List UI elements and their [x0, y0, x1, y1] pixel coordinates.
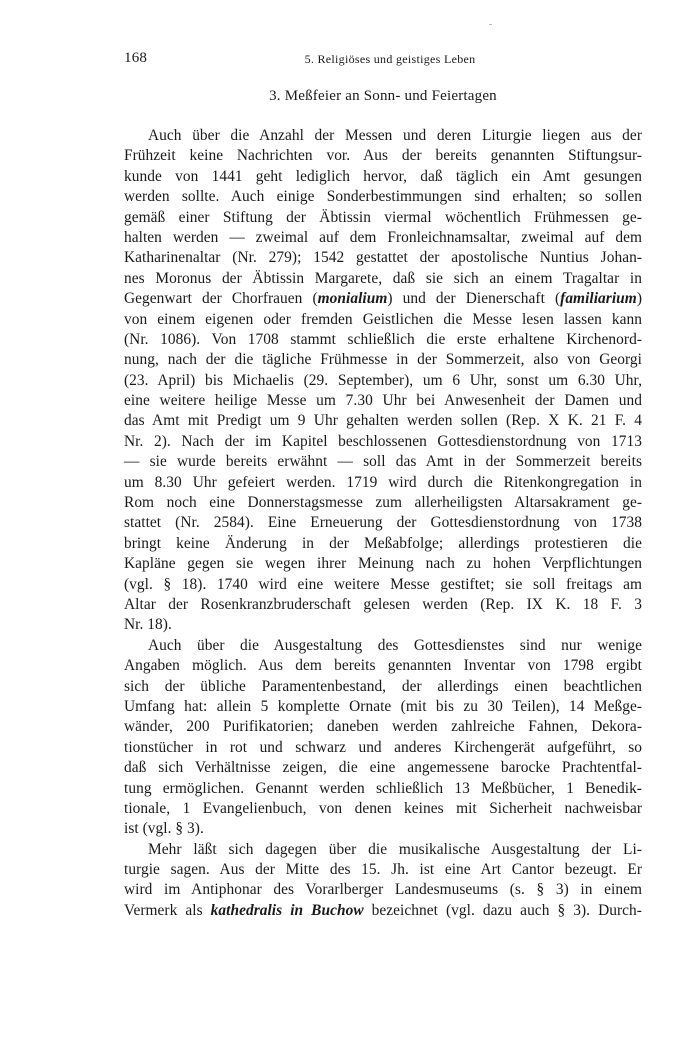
text-segment: (Nr. 1086). Von 1708 stammt schließlich die erste erhaltene Kirchenord-: [124, 330, 642, 348]
text-line: [124, 411, 642, 431]
text-line: [124, 819, 642, 839]
text-line: [124, 758, 642, 778]
text-segment: Auch über die Ausgestaltung des Gottesdienstes sind nur wenige: [148, 636, 642, 654]
text-segment: Katharinenaltar (Nr. 279); 1542 gestattet der apostolische Nuntius Johan-: [124, 249, 642, 267]
text-line: [124, 636, 642, 656]
text-line: [124, 779, 642, 799]
scan-mark: [489, 24, 492, 25]
text-line: [124, 371, 642, 391]
text-line: [124, 452, 642, 472]
running-head: 5. Religiöses und geistiges Leben: [304, 52, 476, 66]
text-line: [124, 187, 642, 207]
text-segment: halten werden — zweimal auf dem Fronleichnamsaltar, zweimal auf dem: [124, 228, 642, 246]
italic-term: familiarium: [560, 290, 637, 308]
text-segment: sich der übliche Paramentenbestand, der allerdings einen beachtlichen: [124, 677, 642, 695]
page-header: [124, 50, 642, 70]
italic-term: kathedralis in Buchow: [210, 901, 364, 919]
text-segment: bringt keine Änderung in der Meßabfolge; allerdings protestieren die: [124, 534, 642, 552]
text-line: [124, 248, 642, 268]
page-number: 168: [124, 50, 148, 66]
text-segment: tionstücher in rot und schwarz und anderes Kirchengerät aufgeführt, so: [124, 738, 642, 756]
text-segment: wird im Antiphonar des Vorarlberger Landesmuseums (s. § 3) in einem: [124, 881, 642, 899]
text-line: [124, 473, 642, 493]
text-segment: Nr. 2). Nach der im Kapitel beschlossenen Gottesdienstordnung von 1713: [124, 432, 642, 450]
text-segment: — sie wurde bereits erwähnt — soll das Amt in der Sommerzeit bereits: [124, 453, 642, 471]
body-text: [124, 126, 642, 921]
text-line: [124, 350, 642, 370]
text-segment: Kapläne gegen sie wegen ihrer Meinung nach zu hohen Verpflichtungen: [124, 555, 642, 573]
text-line: [124, 738, 642, 758]
text-segment: daß sich Verhältnisse zeigen, die eine angemessene barocke Prachtentfal-: [124, 759, 642, 777]
text-segment: turgie sagen. Aus der Mitte des 15. Jh. ist eine Art Cantor bezeugt. Er: [124, 861, 642, 879]
section-title: 3. Meßfeier an Sonn- und Feiertagen: [269, 88, 497, 104]
text-segment: das Amt mit Predigt um 9 Uhr gehalten werden sollen (Rep. X K. 21 F. 4: [124, 412, 642, 430]
text-line: [124, 554, 642, 574]
text-segment: Gegenwart der Chorfrauen (: [124, 290, 318, 308]
text-segment: Umfang hat: allein 5 komplette Ornate (mit bis zu 30 Teilen), 14 Meßge-: [124, 697, 642, 715]
text-segment: wänder, 200 Purifikatorien; daneben werden zahlreiche Fahnen, Dekora-: [124, 718, 642, 736]
text-segment: tung ermöglichen. Genannt werden schließlich 13 Meßbücher, 1 Benedik-: [124, 779, 642, 797]
text-line: [124, 167, 642, 187]
text-line: [124, 330, 642, 350]
text-segment: ) und der Dienerschaft (: [387, 290, 561, 308]
text-segment: eine weitere heilige Messe um 7.30 Uhr bei Anwesenheit der Damen und: [124, 392, 642, 410]
text-line: [124, 208, 642, 228]
text-segment: werden sollte. Auch einige Sonderbestimmungen sind erhalten; so sollen: [124, 188, 642, 206]
text-line: [124, 513, 642, 533]
text-line: [124, 432, 642, 452]
text-line: [124, 901, 642, 921]
text-segment: Rom noch eine Donnerstagsmesse zum allerheiligsten Altarsakrament ge-: [124, 494, 642, 512]
text-segment: Mehr läßt sich dagegen über die musikalische Ausgestaltung der Li-: [148, 840, 642, 858]
text-line: [124, 717, 642, 737]
text-line: [124, 493, 642, 513]
text-line: [124, 840, 642, 860]
text-segment: nung, nach der die tägliche Frühmesse in der Sommerzeit, also von Georgi: [124, 351, 642, 369]
text-segment: Altar der Rosenkranzbruderschaft gelesen werden (Rep. IX K. 18 F. 3: [124, 595, 642, 613]
text-segment: um 8.30 Uhr gefeiert werden. 1719 wird durch die Ritenkongregation in: [124, 473, 642, 491]
text-segment: gemäß einer Stiftung der Äbtissin viermal wöchentlich Frühmessen ge-: [124, 208, 642, 226]
text-segment: stattet (Nr. 2584). Eine Erneuerung der Gottesdienstordnung von 1738: [124, 514, 642, 532]
text-line: [124, 146, 642, 166]
text-line: [124, 860, 642, 880]
text-line: [124, 126, 642, 146]
text-line: [124, 534, 642, 554]
text-line: [124, 228, 642, 248]
text-segment: (23. April) bis Michaelis (29. September), um 6 Uhr, sonst um 6.30 Uhr,: [124, 371, 642, 389]
text-segment: Nr. 18).: [124, 616, 172, 634]
text-line: [124, 310, 642, 330]
text-line: [124, 799, 642, 819]
text-segment: ): [636, 290, 642, 308]
text-segment: ist (vgl. § 3).: [124, 820, 204, 838]
text-segment: tionale, 1 Evangelienbuch, von denen keines mit Sicherheit nachweisbar: [124, 799, 642, 817]
text-segment: kunde von 1441 geht lediglich hervor, daß täglich ein Amt gesungen: [124, 167, 642, 185]
text-segment: Auch über die Anzahl der Messen und deren Liturgie liegen aus der: [148, 127, 642, 144]
text-line: [124, 595, 642, 615]
text-line: [124, 289, 642, 309]
text-line: [124, 880, 642, 900]
text-line: [124, 391, 642, 411]
text-segment: (vgl. § 18). 1740 wird eine weitere Messe gestiftet; sie soll freitags am: [124, 575, 642, 593]
text-segment: Angaben möglich. Aus dem bereits genannten Inventar von 1798 ergibt: [124, 657, 642, 675]
text-segment: Vermerk als: [124, 901, 211, 919]
text-line: [124, 697, 642, 717]
text-segment: Frühzeit keine Nachrichten vor. Aus der bereits genannten Stiftungsur-: [124, 147, 642, 165]
text-line: [124, 656, 642, 676]
text-segment: bezeichnet (vgl. dazu auch § 3). Durch-: [363, 901, 642, 919]
text-line: [124, 615, 642, 635]
text-segment: von einem eigenen oder fremden Geistlichen die Messe lesen lassen kann: [124, 310, 642, 328]
text-line: [124, 575, 642, 595]
text-line: [124, 269, 642, 289]
italic-term: monialium: [317, 290, 388, 308]
text-segment: nes Moronus der Äbtissin Margarete, daß sie sich an einem Tragaltar in: [124, 269, 642, 287]
text-line: [124, 677, 642, 697]
